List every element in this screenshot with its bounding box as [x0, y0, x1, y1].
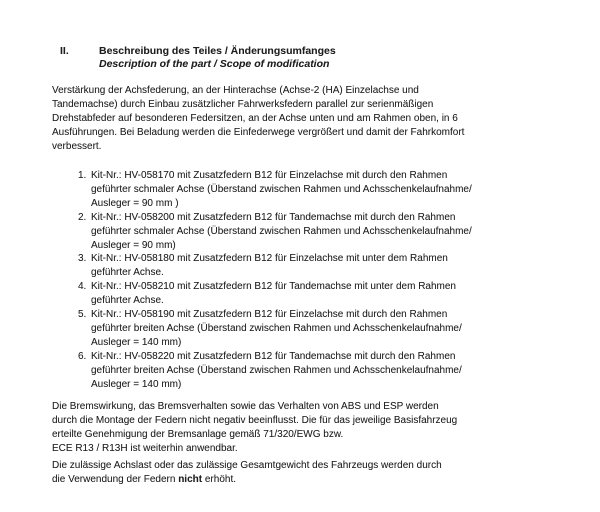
section-heading: [60, 45, 336, 71]
kit-item-line: geführter Achse.: [91, 295, 164, 307]
kit-item-line: Ausleger = 140 mm): [91, 336, 182, 348]
kit-list: [78, 169, 472, 392]
axle-load-line-2-pre: die Verwendung der Federn: [52, 473, 179, 485]
kit-item-line: geführter schmaler Achse (Überstand zwischen Rahmen und Achsschenkelaufnahme/: [91, 225, 472, 237]
kit-item-6: [78, 350, 472, 392]
kit-item-line: Ausleger = 90 mm ): [91, 197, 179, 209]
section-title-english: Description of the part / Scope of modification: [99, 58, 330, 70]
kit-item-line: Ausleger = 90 mm): [91, 239, 176, 251]
kit-item-line: Kit-Nr.: HV-058190 mit Zusatzfedern B12 für Einzelachse mit durch den Rahmen: [91, 309, 448, 321]
kit-item-1: [78, 169, 472, 211]
kit-item-line: Ausleger = 140 mm): [91, 378, 182, 390]
kit-item-number: 1.: [78, 170, 87, 181]
axle-load-paragraph: [52, 459, 442, 487]
kit-item-4: [78, 280, 472, 308]
section-title-block: [99, 45, 336, 71]
kit-item-line: geführter schmaler Achse (Überstand zwischen Rahmen und Achsschenkelaufnahme/: [91, 183, 472, 195]
section-title-german: Beschreibung des Teiles / Änderungsumfanges: [99, 45, 336, 57]
kit-item-5: [78, 308, 472, 350]
kit-item-line: Kit-Nr.: HV-058220 mit Zusatzfedern B12 für Tandemachse mit durch den Rahmen: [91, 350, 456, 362]
intro-line: verbessert.: [52, 140, 102, 152]
axle-load-line-2-post: erhöht.: [202, 473, 237, 485]
kit-item-line: geführter Achse.: [91, 267, 164, 279]
kit-item-2: [78, 211, 472, 253]
brake-line: Die Bremswirkung, das Bremsverhalten sowie das Verhalten von ABS und ESP werden: [52, 401, 439, 412]
kit-item-number: 4.: [78, 281, 87, 293]
kit-item-number: 2.: [78, 211, 87, 223]
kit-item-number: 5.: [78, 309, 87, 321]
intro-line: Drehstabfeder auf besonderen Federsitzen, an der Achse unten und am Rahmen oben, in 6: [52, 112, 458, 124]
kit-item-line: Kit-Nr.: HV-058210 mit Zusatzfedern B12 für Tandemachse mit unter dem Rahmen: [91, 281, 456, 293]
brake-line: ECE R13 / R13H ist weiterhin anwendbar.: [52, 442, 238, 454]
intro-paragraph: [52, 84, 464, 154]
kit-item-number: 3.: [78, 253, 87, 265]
axle-load-line-1: Die zulässige Achslast oder das zulässige Gesamtgewicht des Fahrzeugs werden durch: [52, 460, 442, 471]
kit-item-line: geführter breiten Achse (Überstand zwischen Rahmen und Achsschenkelaufnahme/: [91, 364, 462, 376]
kit-item-line: Kit-Nr.: HV-058200 mit Zusatzfedern B12 für Tandemachse mit durch den Rahmen: [91, 211, 456, 223]
brake-paragraph: [52, 400, 457, 456]
axle-load-line-2: [52, 473, 442, 487]
axle-load-emphasis-nicht: nicht: [178, 473, 203, 485]
kit-item-line: geführter breiten Achse (Überstand zwischen Rahmen und Achsschenkelaufnahme/: [91, 322, 462, 334]
kit-item-number: 6.: [78, 350, 87, 362]
kit-item-line: Kit-Nr.: HV-058180 mit Zusatzfedern B12 für Einzelachse mit unter dem Rahmen: [91, 253, 448, 265]
section-number: II.: [60, 45, 69, 57]
kit-item-3: [78, 252, 472, 280]
brake-line: erteilte Genehmigung der Bremsanlage gemäß 71/320/EWG bzw.: [52, 428, 344, 440]
brake-line: durch die Montage der Federn nicht negativ beeinflusst. Die für das jeweilige Basisfahrzeug: [52, 414, 458, 426]
intro-line: Verstärkung der Achsfederung, an der Hinterachse (Achse-2 (HA) Einzelachse und: [52, 85, 419, 96]
intro-line: Ausführungen. Bei Beladung werden die Einfederwege vergrößert und damit der Fahrkomfort: [52, 126, 465, 138]
intro-line: Tandemachse) durch Einbau zusätzlicher Fahrwerksfedern parallel zur serienmäßigen: [52, 98, 434, 110]
kit-item-line: Kit-Nr.: HV-058170 mit Zusatzfedern B12 für Einzelachse mit durch den Rahmen: [91, 170, 448, 181]
